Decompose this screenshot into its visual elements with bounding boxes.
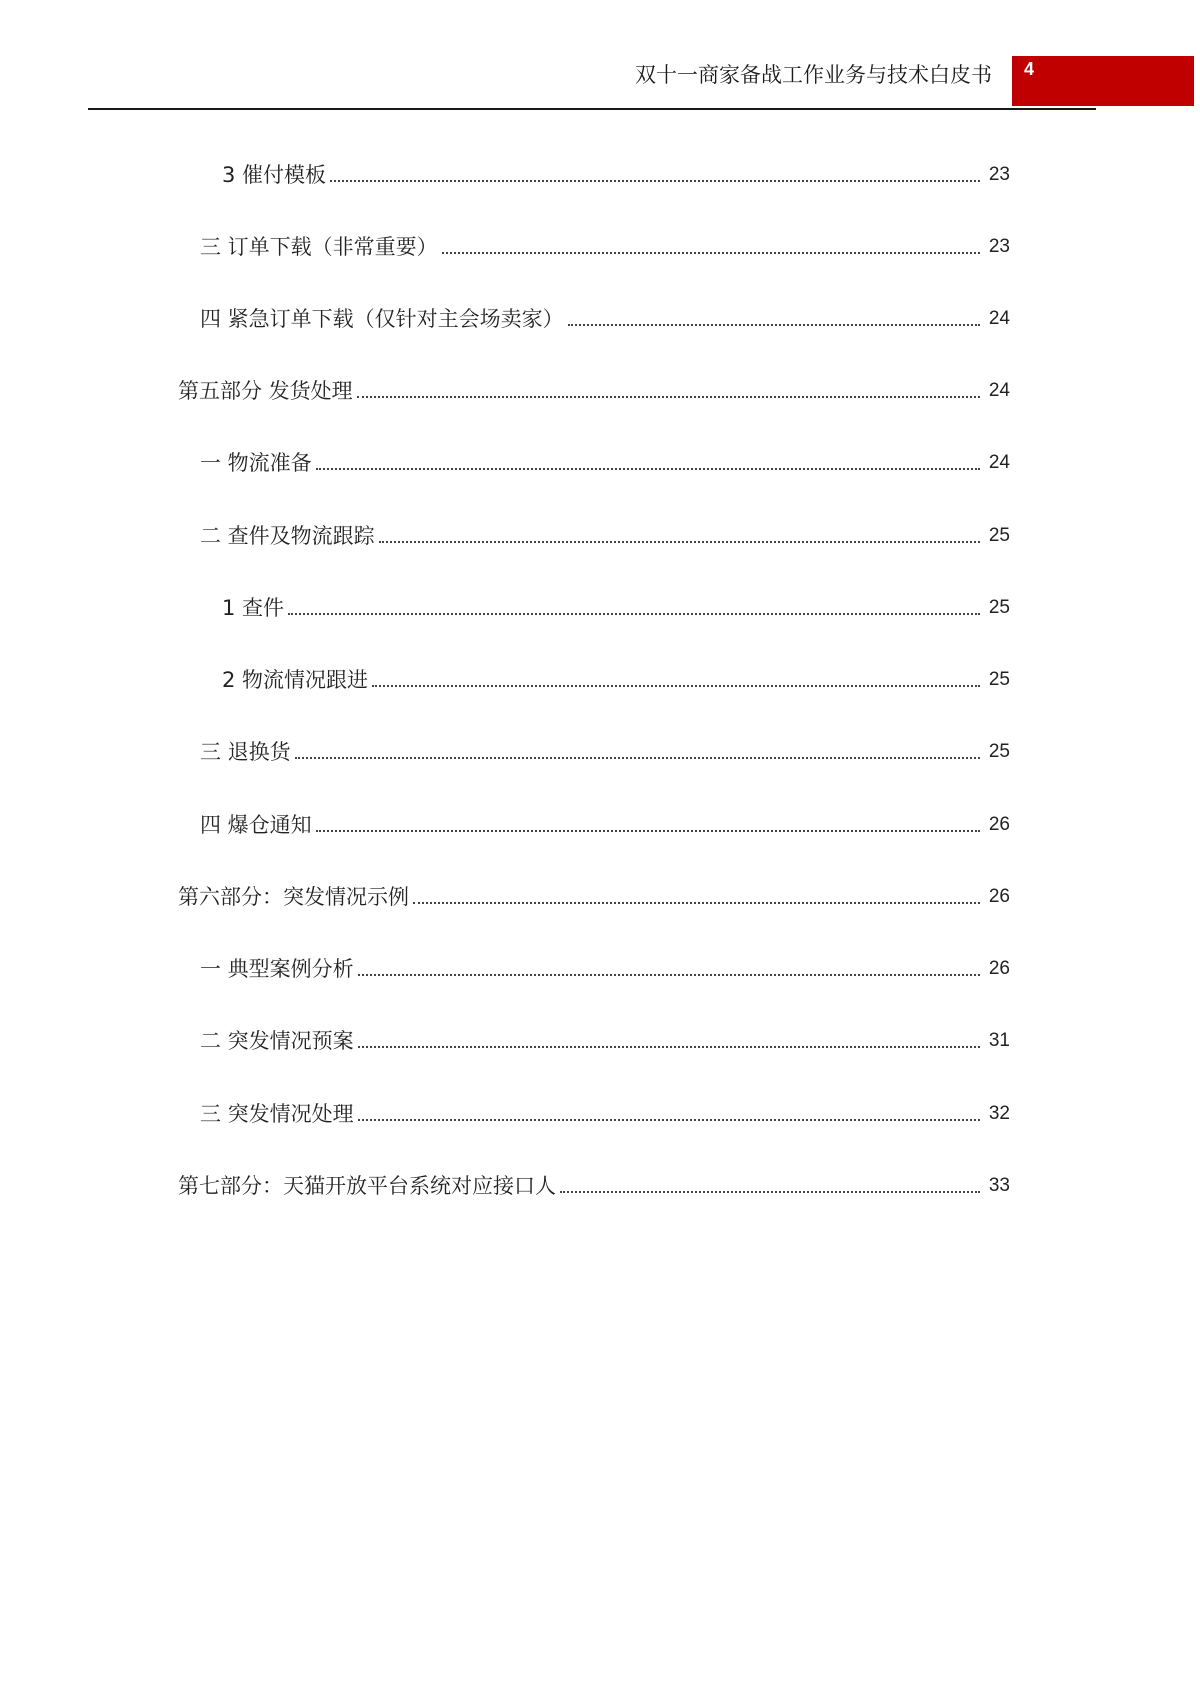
toc-entry-page: 26	[988, 814, 1010, 835]
toc-entry-page: 25	[988, 669, 1010, 690]
toc-dot-leader	[358, 1046, 980, 1048]
toc-entry-label: 四 紧急订单下载（仅针对主会场卖家）	[200, 307, 564, 331]
toc-entry-3-2[interactable]	[0, 591, 1200, 621]
toc-entry-label: 第五部分 发货处理	[178, 379, 353, 403]
toc-dot-leader	[358, 974, 980, 976]
toc-dot-leader	[316, 830, 980, 832]
toc-entry-label: 四 爆仓通知	[200, 813, 312, 837]
toc-entry-page: 23	[988, 236, 1010, 257]
toc-entry-label: 三 退换货	[200, 740, 291, 764]
toc-dot-leader	[316, 468, 980, 470]
toc-entry-page: 25	[988, 741, 1010, 762]
toc-entry-page: 25	[988, 597, 1010, 618]
toc-entry-label: 一 典型案例分析	[200, 957, 354, 981]
toc-entry-2-9[interactable]	[0, 1097, 1200, 1127]
toc-entry-page: 33	[988, 1175, 1010, 1196]
toc-entry-2-4[interactable]	[0, 519, 1200, 549]
toc-entry-2-3[interactable]	[0, 446, 1200, 476]
toc-dot-leader	[442, 252, 980, 254]
toc-dot-leader	[379, 541, 980, 543]
toc-entry-label: 三 订单下载（非常重要）	[200, 235, 438, 259]
toc-dot-leader	[358, 1119, 980, 1121]
toc-dot-leader	[372, 685, 980, 687]
toc-entry-label: 二 突发情况预案	[200, 1029, 354, 1053]
toc-dot-leader	[295, 757, 980, 759]
toc-entry-2-8[interactable]	[0, 1024, 1200, 1054]
toc-entry-label: 3 催付模板	[222, 163, 327, 187]
toc-entry-2-2[interactable]	[0, 302, 1200, 332]
toc-entry-label: 2 物流情况跟进	[222, 668, 369, 692]
toc-entry-page: 26	[988, 886, 1010, 907]
toc-entry-label: 三 突发情况处理	[200, 1102, 354, 1126]
toc-entry-label: 一 物流准备	[200, 451, 312, 475]
toc-entry-part-5[interactable]	[0, 374, 1200, 404]
toc-entry-label: 第七部分：天猫开放平台系统对应接口人	[178, 1174, 556, 1198]
toc-entry-2-6[interactable]	[0, 808, 1200, 838]
toc-dot-leader	[568, 324, 980, 326]
header-divider	[88, 108, 1096, 110]
toc-entry-page: 32	[988, 1103, 1010, 1124]
toc-entry-page: 24	[988, 380, 1010, 401]
toc-dot-leader	[288, 613, 980, 615]
toc-entry-2-5[interactable]	[0, 735, 1200, 765]
toc-entry-page: 24	[988, 308, 1010, 329]
toc-entry-label: 第六部分：突发情况示例	[178, 885, 409, 909]
toc-dot-leader	[330, 180, 980, 182]
toc-dot-leader	[357, 396, 980, 398]
toc-entry-2-7[interactable]	[0, 952, 1200, 982]
toc-entry-part-6[interactable]	[0, 880, 1200, 910]
toc-entry-page: 26	[988, 958, 1010, 979]
toc-entry-page: 23	[988, 164, 1010, 185]
toc-entry-label: 1 查件	[222, 596, 285, 620]
toc-entry-page: 24	[988, 452, 1010, 473]
toc-entry-page: 25	[988, 525, 1010, 546]
toc-dot-leader	[560, 1191, 980, 1193]
toc-entry-label: 二 查件及物流跟踪	[200, 524, 375, 548]
page-number-badge	[1012, 56, 1194, 106]
document-header-title: 双十一商家备战工作业务与技术白皮书	[635, 63, 992, 87]
page-number: 4	[1024, 59, 1035, 79]
toc-dot-leader	[413, 902, 980, 904]
toc-entry-2-1[interactable]	[0, 230, 1200, 260]
toc-entry-3-1[interactable]	[0, 158, 1200, 188]
toc-entry-part-7[interactable]	[0, 1169, 1200, 1199]
toc-entry-page: 31	[988, 1030, 1010, 1051]
toc-entry-3-3[interactable]	[0, 663, 1200, 693]
